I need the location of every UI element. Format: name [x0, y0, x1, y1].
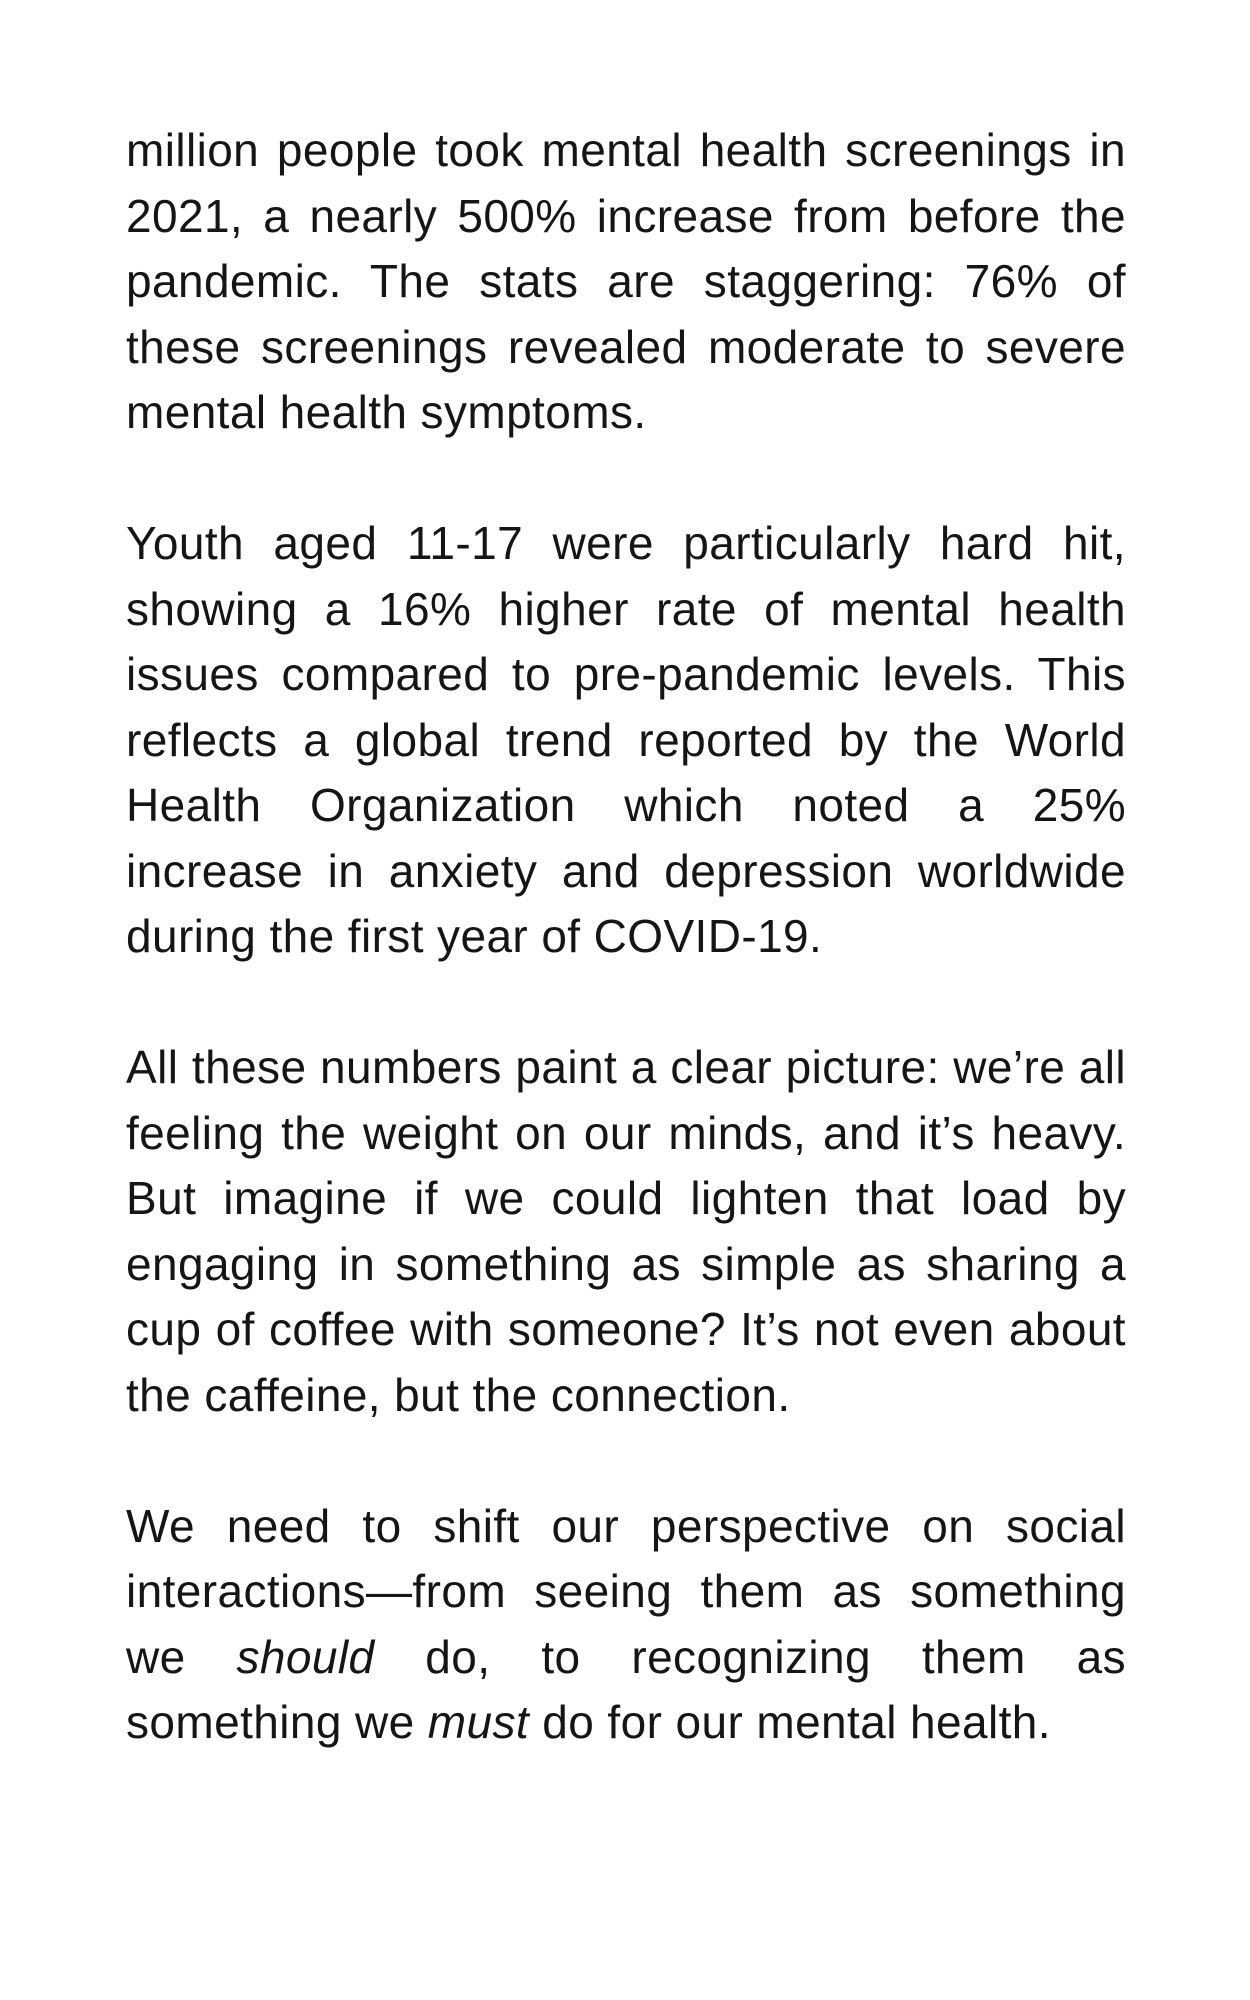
- paragraph-screenings: million people took mental health screenings in 2021, a nearly 500% increase from before the pandemic. The stats are staggering: 76% of these screenings revealed moderate to severe mental health symptoms.: [126, 124, 1126, 438]
- perspective-text-2: do, to recognizing them as something we: [126, 1630, 1126, 1748]
- paragraph-youth: Youth aged 11-17 were particularly hard hit, showing a 16% higher rate of mental health issues compared to pre-pandemic levels. This reflects a global trend reported by the World Health Organization which noted a 25% increase in anxiety and depression worldwide during the first year of COVID-19.: [126, 517, 1126, 962]
- emphasis-must: must: [427, 1696, 530, 1748]
- article-body: [126, 118, 1126, 1756]
- paragraph-connection: All these numbers paint a clear picture: we’re all feeling the weight on our minds, and it’s heavy. But imagine if we could lighten that load by engaging in something as simple as sharing a cup of coffee with someone? It’s not even about the caffeine, but the connection.: [126, 1041, 1126, 1421]
- paragraph-perspective: [126, 1494, 1126, 1756]
- perspective-text-3: do for our mental health.: [529, 1696, 1051, 1748]
- emphasis-should: should: [236, 1630, 375, 1683]
- perspective-text-1: We need to shift our perspective on social interactions—from seeing them as something we: [126, 1499, 1126, 1683]
